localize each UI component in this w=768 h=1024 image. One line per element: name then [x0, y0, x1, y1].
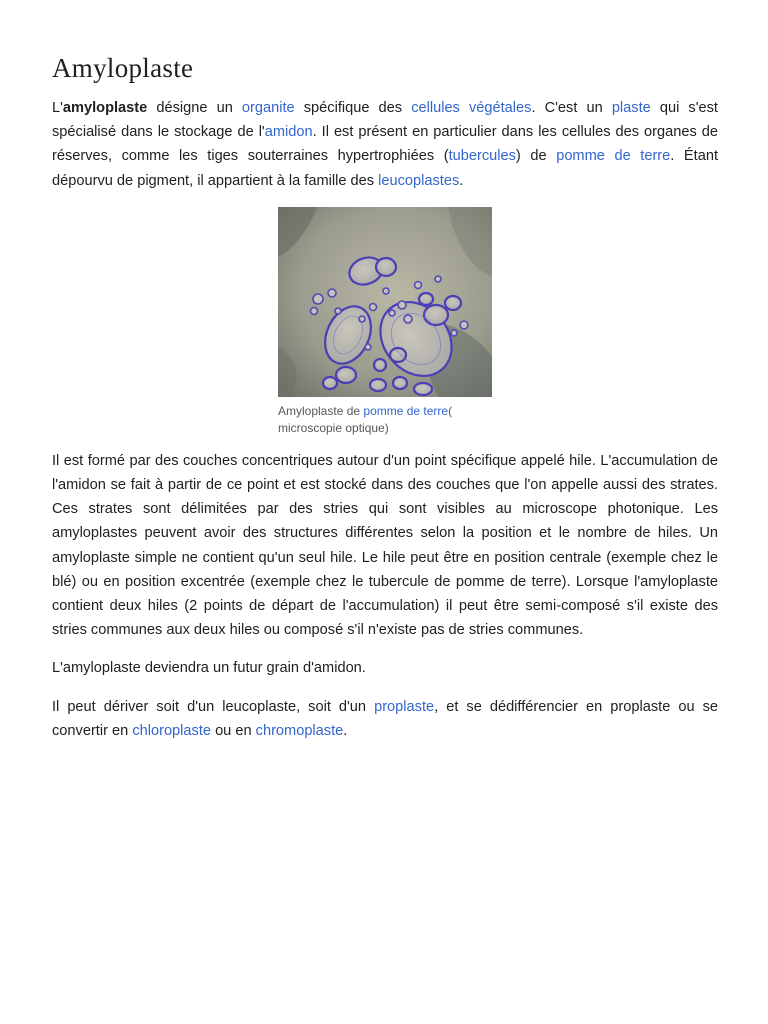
page-title: Amyloplaste [52, 53, 194, 83]
link-tubercules[interactable]: tubercules [448, 148, 516, 165]
link-chloroplaste[interactable]: chloroplaste [132, 722, 212, 739]
paragraph-derivation [52, 695, 718, 743]
paragraph-structure: Il est formé par des couches concentriques autour d'un point spécifique appelé hile. L'accumulation de l'amidon se fait à partir de ce point et est stocké dans des couches que l'on appelle aussi des strates. Ces strates sont délimitées par des stries qui sont visibles au microscope photonique. Les amyloplastes peuvent avoir des structures différentes selon la position et le nombre de hiles. Un amyloplaste simple ne contient qu'un seul hile. Le hile peut être en position centrale (exemple chez le blé) ou en position excentrée (exemple chez le tubercule de pomme de terre). Lorsque l'amyloplaste contient deux hiles (2 points de départ de l'accumulation) il peut être semi-composé s'il existe des stries communes aux deux hiles ou composé s'il n'existe pas de stries communes. [52, 452, 718, 639]
link-organite[interactable]: organite [241, 100, 295, 116]
caption-link-pomme-de-terre[interactable]: pomme de terre [363, 403, 449, 418]
derivation-text: ou en [211, 722, 256, 739]
figure [278, 207, 492, 437]
figure-caption [278, 403, 478, 437]
link-proplaste[interactable]: proplaste [374, 698, 435, 715]
link-cellules-vegetales[interactable]: cellules végétales [411, 100, 532, 116]
caption-text: ( microscopie optique) [278, 403, 453, 435]
link-plaste[interactable]: plaste [611, 100, 651, 116]
link-leucoplastes[interactable]: leucoplastes [378, 172, 460, 189]
intro-paragraph [52, 96, 718, 193]
intro-text: ) de [515, 148, 557, 165]
intro-text: L' [52, 100, 63, 116]
caption-text: Amyloplaste de [278, 403, 364, 418]
intro-text: . Il est présent en particulier dans les cellules des organes de réserves, comme les tiges souterraines hypertrophiées ( [52, 124, 718, 165]
derivation-text: Il peut dériver soit d'un leucoplaste, soit d'un [52, 698, 375, 715]
link-pomme-de-terre[interactable]: pomme de terre [556, 148, 671, 165]
intro-text: spécifique des [294, 100, 412, 116]
article [52, 50, 718, 743]
intro-bold-term: amyloplaste [62, 100, 148, 116]
microscope-image[interactable] [278, 207, 492, 397]
intro-text: . [459, 172, 464, 189]
link-chromoplaste[interactable]: chromoplaste [255, 722, 344, 739]
intro-text: . C'est un [531, 100, 612, 116]
intro-text: qui s'est spécialisé dans le stockage de l' [52, 100, 718, 141]
intro-text: . Étant dépourvu de pigment, il appartient à la famille des [52, 148, 718, 189]
link-amidon[interactable]: amidon [264, 124, 313, 141]
derivation-text: . [343, 722, 348, 739]
paragraph-grain: L'amyloplaste deviendra un futur grain d'amidon. [52, 660, 366, 677]
derivation-text: , et se dédifférencier en proplaste ou se convertir en [52, 698, 718, 739]
intro-text: désigne un [147, 100, 242, 116]
